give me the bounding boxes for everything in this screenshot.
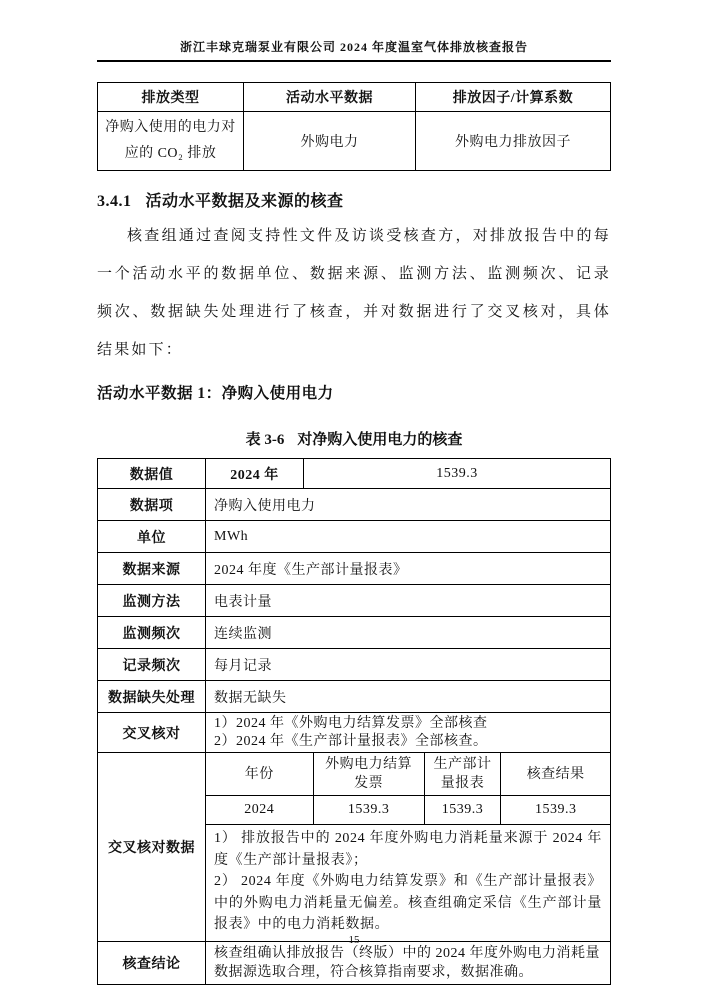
table-caption-number: 表 3-6: [245, 432, 285, 448]
cell-monitor-method: 电表计量: [206, 585, 611, 617]
row-label: 核查结论: [98, 941, 206, 984]
cross-check-data-table: [206, 753, 610, 825]
col-header-year: 年份: [206, 753, 313, 796]
table-row-data-source: [98, 553, 611, 585]
cross-check-note1: 1） 排放报告中的 2024 年度外购电力消耗量来源于 2024 年度《生产部计量报表》；: [214, 831, 602, 868]
cell-unit: MWh: [206, 521, 611, 553]
table-caption: [97, 428, 611, 449]
cell-data-item: 净购入使用电力: [206, 489, 611, 521]
emission-table-row: [98, 112, 611, 171]
cell-production-report-value: 1539.3: [424, 796, 501, 825]
section-title: 活动水平数据及来源的核查: [145, 193, 344, 210]
verification-table: [97, 458, 611, 985]
page-header: [97, 0, 611, 62]
body-paragraph: 核查组通过查阅支持性文件及访谈受核查方，对排放报告中的每一个活动水平的数据单位、数据来源、监测方法、监测频次、记录频次、数据缺失处理进行了核查，并对数据进行了交叉核对，具体结果如下：: [97, 228, 611, 358]
cell-year: 2024 年: [206, 459, 304, 489]
row-label: 交叉核对: [98, 713, 206, 753]
cell-monitor-frequency: 连续监测: [206, 617, 611, 649]
emission-summary-table: [97, 82, 611, 171]
cell-record-frequency: 每月记录: [206, 649, 611, 681]
row-label: 记录频次: [98, 649, 206, 681]
cell-activity-data: 外购电力: [244, 112, 416, 171]
table-row-unit: [98, 521, 611, 553]
emission-type-line2: 应的 CO₂ 排放: [124, 146, 217, 161]
table-row-monitor-method: [98, 585, 611, 617]
col-header-emission-factor: 排放因子/计算系数: [416, 83, 611, 112]
emission-table-header-row: [98, 83, 611, 112]
table-row-data-item: [98, 489, 611, 521]
table-row-cross-check-data: [98, 753, 611, 942]
table-caption-title: 对净购入使用电力的核查: [297, 432, 463, 448]
table-row-cross-check: [98, 713, 611, 753]
row-label: 数据值: [98, 459, 206, 489]
row-label: 数据项: [98, 489, 206, 521]
cell-data-source: 2024 年度《生产部计量报表》: [206, 553, 611, 585]
table-row-monitor-frequency: [98, 617, 611, 649]
cross-check-note2: 2） 2024 年度《外购电力结算发票》和《生产部计量报表》中的外购电力消耗量无偏差。核查组确定采信《生产部计量报表》中的电力消耗数据。: [214, 874, 602, 932]
cell-verify-result-value: 1539.3: [501, 796, 610, 825]
col-header-production-report: 生产部计 量报表: [424, 753, 501, 796]
row-label: 数据缺失处理: [98, 681, 206, 713]
row-label: 监测频次: [98, 617, 206, 649]
cell-year-value: 2024: [206, 796, 313, 825]
table-row-missing-data: [98, 681, 611, 713]
row-label: 监测方法: [98, 585, 206, 617]
table-row-conclusion: [98, 941, 611, 984]
cell-data-value: 1539.3: [304, 459, 611, 489]
cell-emission-factor: 外购电力排放因子: [416, 112, 611, 171]
section-heading: [97, 188, 611, 211]
cross-check-data-row: [206, 796, 610, 825]
col-header-activity-data: 活动水平数据: [244, 83, 416, 112]
cross-check-notes: [206, 825, 610, 941]
table-row-record-frequency: [98, 649, 611, 681]
row-label: 数据来源: [98, 553, 206, 585]
cross-check-line2: 2）2024 年《生产部计量报表》全部核查。: [214, 733, 488, 749]
cross-check-header-row: [206, 753, 610, 796]
cell-conclusion: 核查组确认排放报告（终版）中的 2024 年度外购电力消耗量数据源选取合理，符合核算指南要求，数据准确。: [206, 941, 611, 984]
cross-check-line1: 1）2024 年《外购电力结算发票》全部核查: [214, 716, 488, 731]
section-number: 3.4.1: [97, 193, 132, 210]
page-number: 15: [348, 934, 360, 946]
row-label: 交叉核对数据: [98, 753, 206, 942]
col-header-emission-type: 排放类型: [98, 83, 244, 112]
col-header-invoice: 外购电力结算 发票: [313, 753, 424, 796]
cell-cross-check: [206, 713, 611, 753]
cell-invoice-value: 1539.3: [313, 796, 424, 825]
cell-missing-data: 数据无缺失: [206, 681, 611, 713]
col-header-verify-result: 核查结果: [501, 753, 610, 796]
report-header-title: 浙江丰球克瑞泵业有限公司 2024 年度温室气体排放核查报告: [179, 40, 528, 54]
emission-type-line1: 净购入使用的电力对: [105, 120, 236, 135]
row-label: 单位: [98, 521, 206, 553]
table-row-data-value: [98, 459, 611, 489]
cell-emission-type: [98, 112, 244, 171]
activity-data-label: 活动水平数据 1：净购入使用电力: [97, 385, 334, 402]
cell-cross-check-data: [206, 753, 611, 942]
